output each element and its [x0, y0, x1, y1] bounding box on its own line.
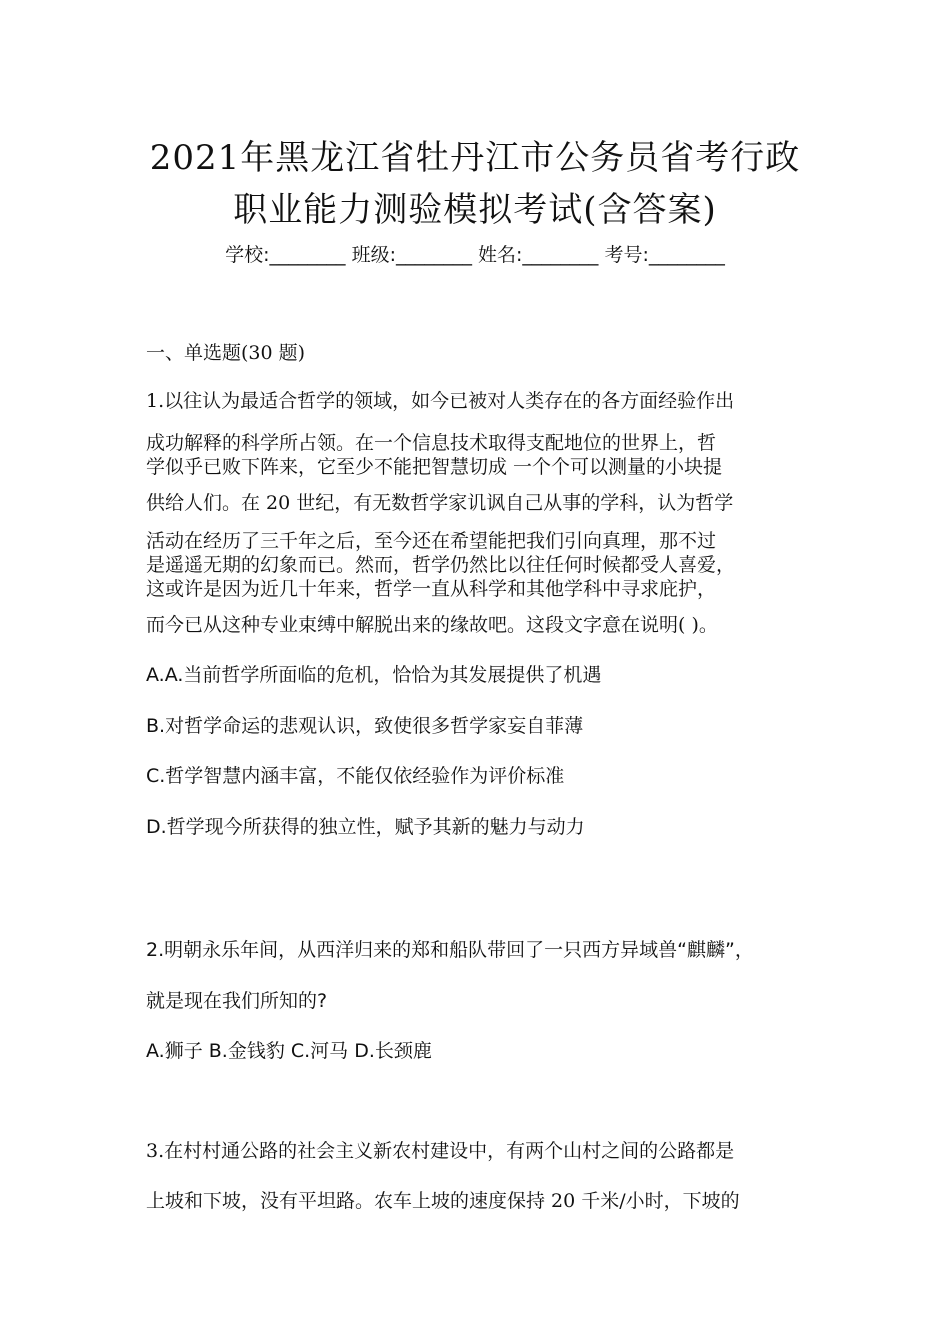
question-1-option-a: A.A.当前哲学所面临的危机，恰恰为其发展提供了机遇	[146, 664, 602, 686]
question-1-line: 学似乎已败下阵来，它至少不能把智慧切成 一个个可以测量的小块提	[146, 456, 723, 478]
question-2-options: A.狮子 B.金钱豹 C.河马 D.长颈鹿	[146, 1040, 432, 1062]
question-2-line: 2.明朝永乐年间，从西洋归来的郑和船队带回了一只西方异域兽“麒麟”，	[146, 939, 754, 961]
section-heading: 一、单选题(30 题)	[146, 342, 306, 364]
question-1-option-d: D.哲学现今所获得的独立性，赋予其新的魅力与动力	[146, 816, 585, 838]
question-1-line: 这或许是因为近几十年来，哲学一直从科学和其他学科中寻求庇护，	[146, 578, 717, 600]
question-3-line: 3.在村村通公路的社会主义新农村建设中，有两个山村之间的公路都是	[146, 1140, 735, 1162]
document-title-line-2: 职业能力测验模拟考试(含答案)	[233, 190, 717, 230]
question-1-line: 是遥遥无期的幻象而已。然而，哲学仍然比以往任何时候都受人喜爱，	[146, 554, 736, 576]
question-3-line: 上坡和下坡，没有平坦路。农车上坡的速度保持 20 千米/小时，下坡的	[146, 1190, 740, 1212]
question-1-option-b: B.对哲学命运的悲观认识，致使很多哲学家妄自菲薄	[146, 715, 584, 737]
document-title-line-1: 2021年黑龙江省牡丹江市公务员省考行政	[149, 138, 801, 178]
question-1-option-c: C.哲学智慧内涵丰富，不能仅依经验作为评价标准	[146, 765, 565, 787]
question-2-line: 就是现在我们所知的?	[146, 990, 328, 1012]
question-1-line: 成功解释的科学所占领。在一个信息技术取得支配地位的世界上，哲	[146, 432, 717, 454]
question-1-line: 1.以往认为最适合哲学的领域，如今已被对人类存在的各方面经验作出	[146, 390, 735, 412]
question-1-line: 活动在经历了三千年之后，至今还在希望能把我们引向真理，那不过	[146, 530, 717, 552]
question-1-line: 供给人们。在 20 世纪，有无数哲学家讥讽自己从事的学科，认为哲学	[146, 492, 734, 514]
question-1-line: 而今已从这种专业束缚中解脱出来的缘故吧。这段文字意在说明( )。	[146, 614, 718, 636]
student-info-line: 学校:________ 班级:________ 姓名:________ 考号:________	[225, 244, 725, 266]
